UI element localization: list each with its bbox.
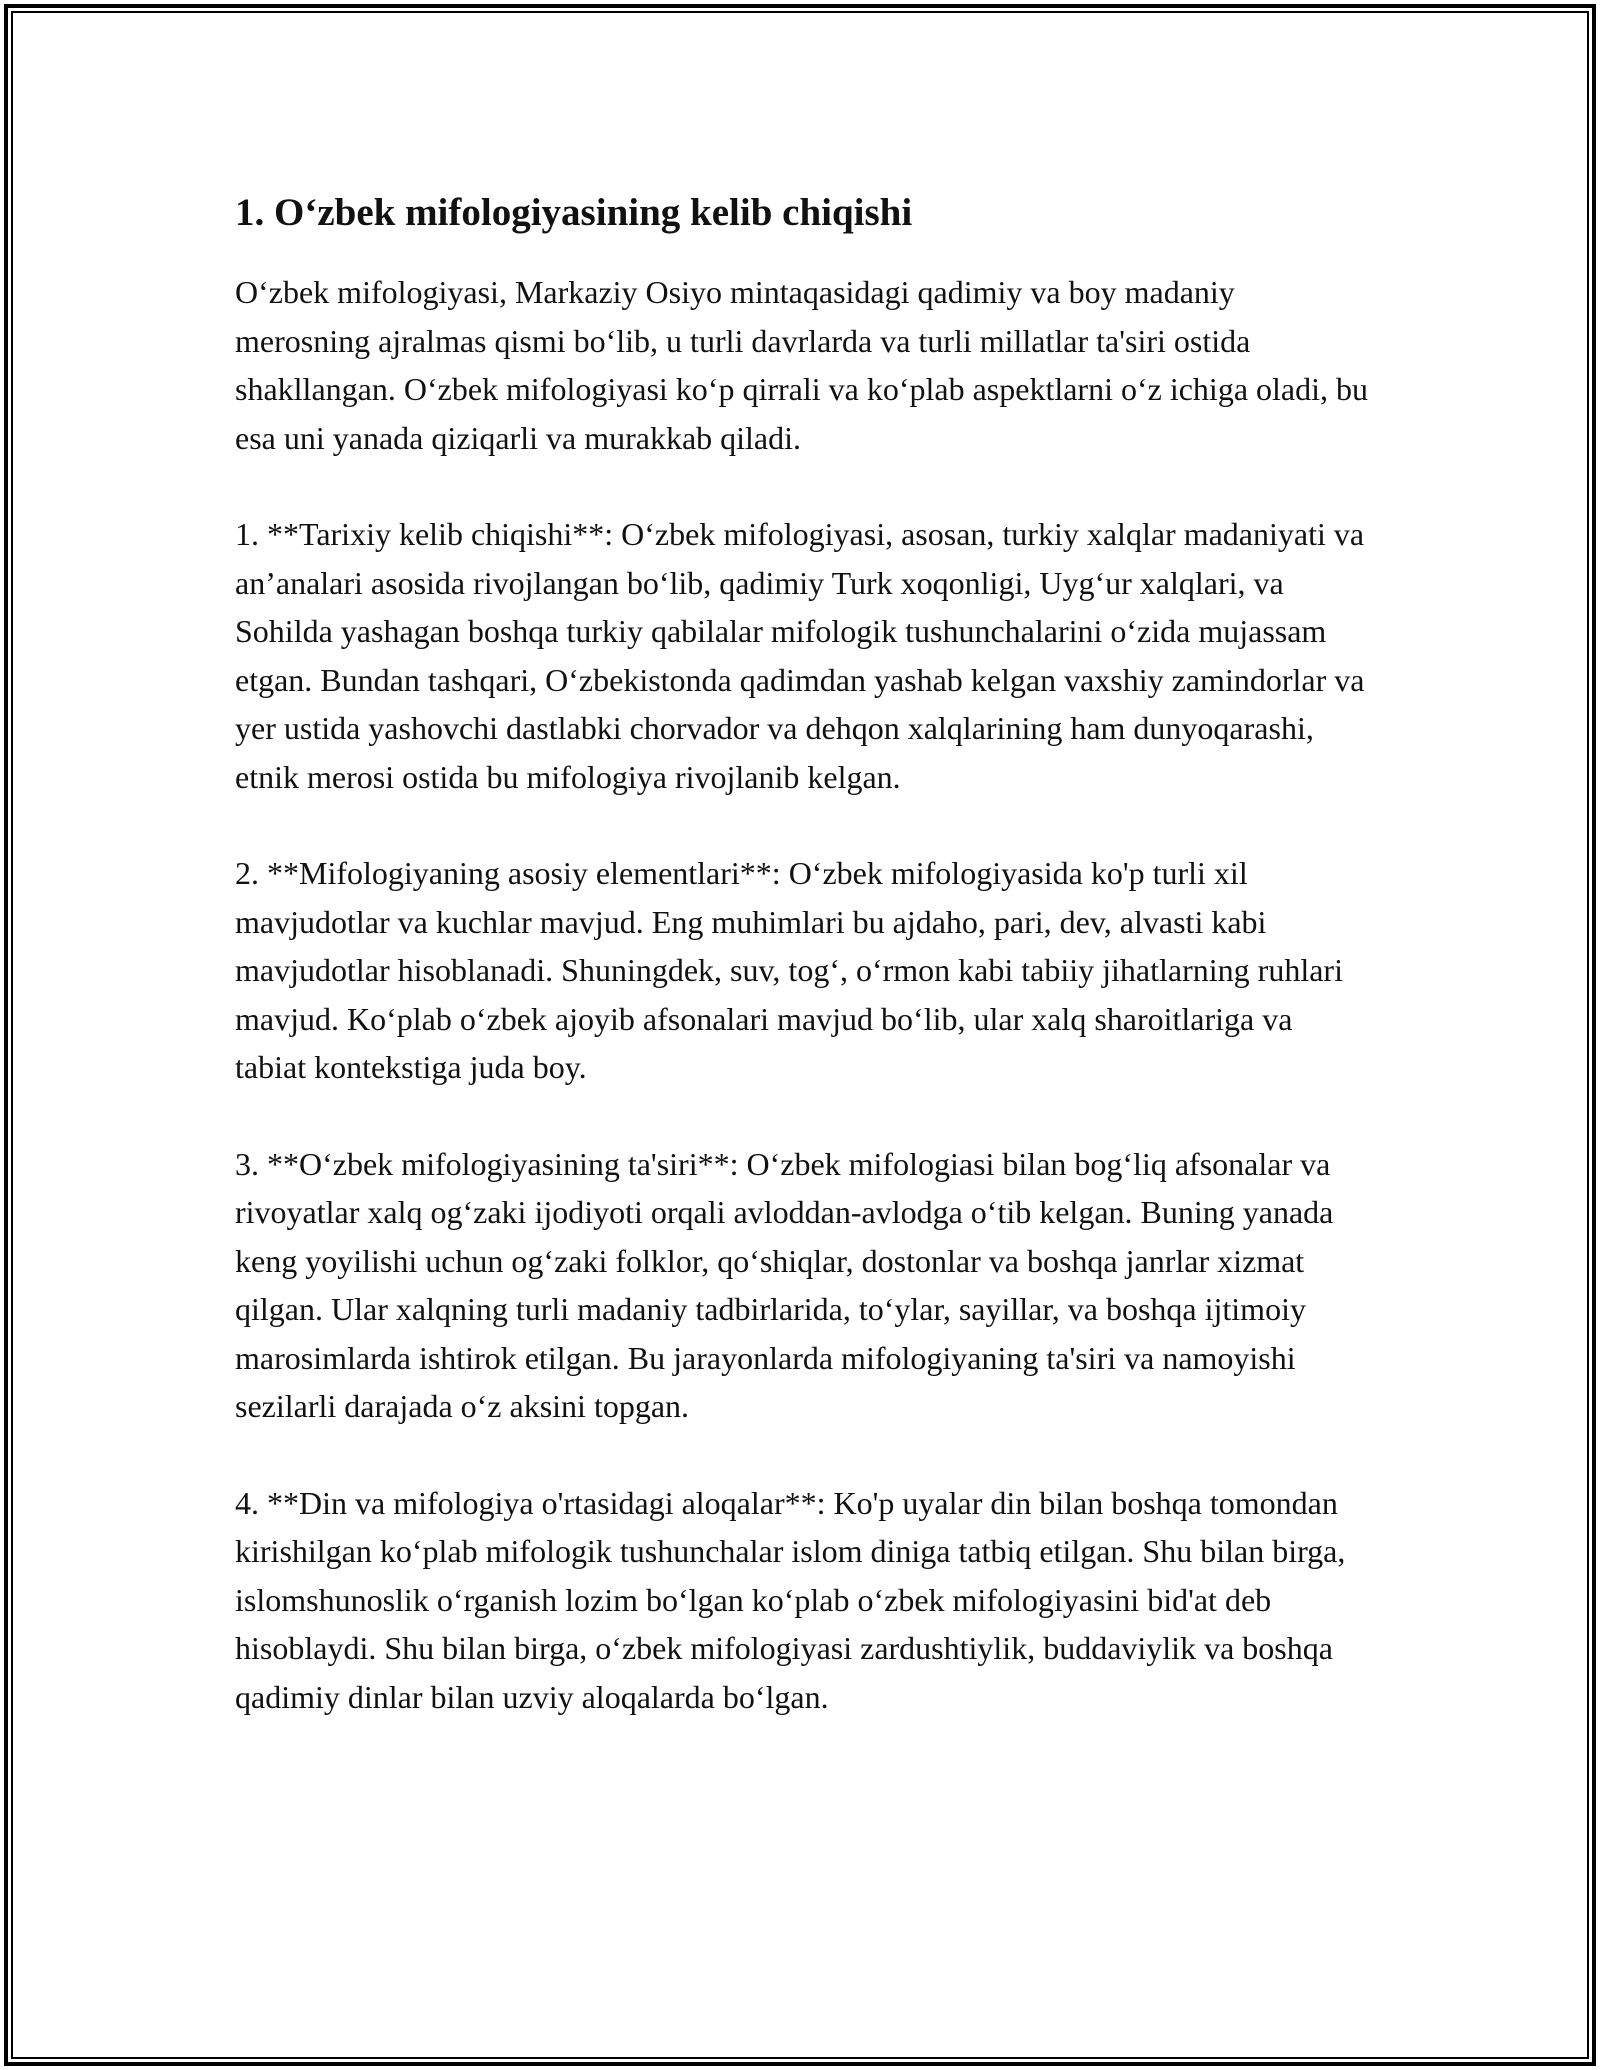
document-body [235,182,1370,1769]
paragraph-main-elements: 2. **Mifologiyaning asosiy elementlari**: O‘zbek mifologiyasida ko'p turli xil mavjudotlar va kuchlar mavjud. Eng muhimlari bu ajdaho, pari, dev, alvasti kabi mavjudotlar hisoblanadi. Shuningdek, suv, tog‘, o‘rmon kabi tabiiy jihatlarning ruhlari mavjud. Ko‘plab o‘zbek ajoyib afsonalari mavjud bo‘lib, ular xalq sharoitlariga va tabiat kontekstiga juda boy. [235,855,1343,1085]
paragraph-religion-relations: 4. **Din va mifologiya o'rtasidagi aloqalar**: Ko'p uyalar din bilan boshqa tomondan kirishilgan ko‘plab mifologik tushunchalar islom diniga tatbiq etilgan. Shu bilan birga, islomshunoslik o‘rganish lozim bo‘lgan ko‘plab o‘zbek mifologiyasini bid'at deb hisoblaydi. Shu bilan birga, o‘zbek mifologiyasi zardushtiylik, buddaviylik va boshqa qadimiy dinlar bilan uzviy aloqalarda bo‘lgan. [235,1484,1346,1715]
intro-paragraph: O‘zbek mifologiyasi, Markaziy Osiyo mintaqasidagi qadimiy va boy madaniy merosning ajralmas qismi bo‘lib, u turli davrlarda va turli millatlar ta'siri ostida shakllangan. O‘zbek mifologiyasi ko‘p qirrali va ko‘plab aspektlarni o‘z ichiga oladi, bu esa uni yanada qiziqarli va murakkab qiladi. [235,274,1368,456]
paragraph-historical-origin: 1. **Tarixiy kelib chiqishi**: O‘zbek mifologiyasi, asosan, turkiy xalqlar madaniyati va an’analari asosida rivojlangan bo‘lib, qadimiy Turk xoqonligi, Uyg‘ur xalqlari, va Sohilda yashagan boshqa turkiy qabilalar mifologik tushunchalarini o‘zida mujassam etgan. Bundan tashqari, O‘zbekistonda qadimdan yashab kelgan vaxshiy zamindorlar va yer ustida yashovchi dastlabki chorvador va dehqon xalqlarining ham dunyoqarashi, etnik merosi ostida bu mifologiya rivojlanib kelgan. [235,516,1365,795]
section-heading: 1. O‘zbek mifologiyasining kelib chiqishi [235,191,913,234]
paragraph-influence: 3. **O‘zbek mifologiyasining ta'siri**: O‘zbek mifologiasi bilan bog‘liq afsonalar va rivoyatlar xalq og‘zaki ijodiyoti orqali avloddan-avlodga o‘tib kelgan. Buning yanada keng yoyilishi uchun og‘zaki folklor, qo‘shiqlar, dostonlar va boshqa janrlar xizmat qilgan. Ular xalqning turli madaniy tadbirlarida, to‘ylar, sayillar, va boshqa ijtimoiy marosimlarda ishtirok etilgan. Bu jarayonlarda mifologiyaning ta'siri va namoyishi sezilarli darajada o‘z aksini topgan. [235,1145,1334,1424]
